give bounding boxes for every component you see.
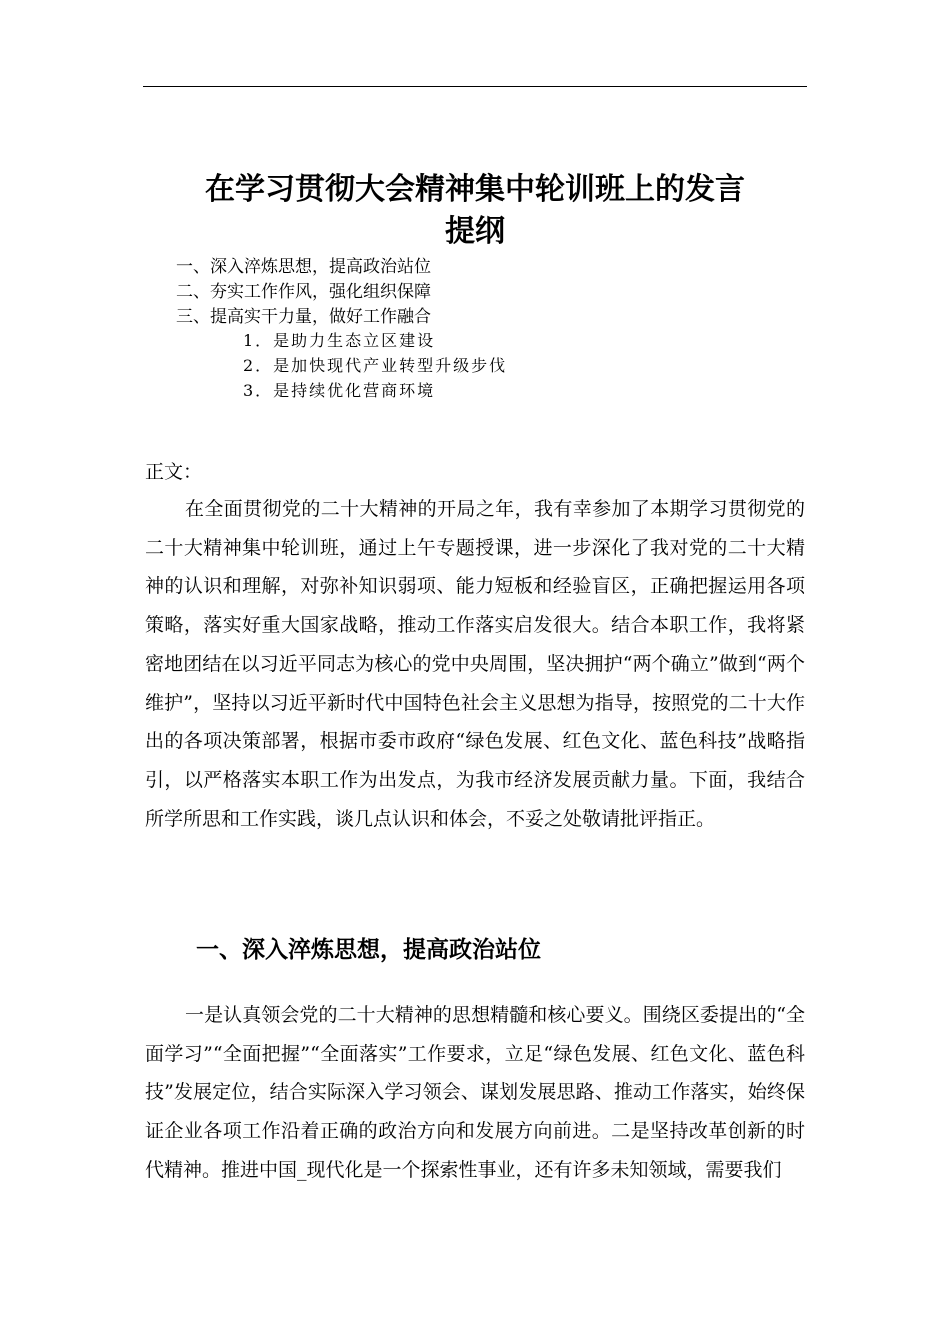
section-1-heading: 一、深入淬炼思想，提高政治站位 bbox=[196, 937, 541, 963]
intro-paragraph: 在全面贯彻党的二十大精神的开局之年，我有幸参加了本期学习贯彻党的二十大精神集中轮训班，通过上午专题授课，进一步深化了我对党的二十大精神的认识和理解，对弥补知识弱项、能力短板和经验盲区，正确把握运用各项策略，落实好重大国家战略，推动工作落实启发很大。结合本职工作，我将紧密地团结在以习近平同志为核心的党中央周围，坚决拥护“两个确立”做到“两个维护”，坚持以习近平新时代中国特色社会主义思想为指导，按照党的二十大作出的各项决策部署，根据市委市政府“绿色发展、红色文化、蓝色科技”战略指引，以严格落实本职工作为出发点，为我市经济发展贡献力量。下面，我结合所学所思和工作实践，谈几点认识和体会，不妥之处敬请批评指正。 bbox=[145, 498, 805, 830]
outline-subitem-3: 3．是持续优化营商环境 bbox=[243, 381, 436, 400]
section-1-paragraph: 一是认真领会党的二十大精神的思想精髓和核心要义。围绕区委提出的“全面学习”“全面把握”“全面落实”工作要求，立足“绿色发展、红色文化、蓝色科技”发展定位，结合实际深入学习领会、谋划发展思路、推动工作落实，始终保证企业各项工作沿着正确的政治方向和发展方向前进。二是坚持改革创新的时代精神。推进中国_现代化是一个探索性事业，还有许多未知领域，需要我们 bbox=[145, 1004, 805, 1181]
outline-subitem-1: 1．是助力生态立区建设 bbox=[243, 331, 436, 350]
body-label: 正文： bbox=[145, 461, 203, 483]
document-title-line-2: 提纲 bbox=[445, 214, 505, 249]
header-rule bbox=[143, 86, 807, 87]
outline-item-1: 一、深入淬炼思想，提高政治站位 bbox=[176, 257, 431, 277]
outline-item-2: 二、夯实工作作风，强化组织保障 bbox=[176, 282, 431, 302]
outline-subitem-2: 2．是加快现代产业转型升级步伐 bbox=[243, 356, 508, 375]
outline-item-3: 三、提高实干力量，做好工作融合 bbox=[176, 307, 431, 327]
document-title-line-1: 在学习贯彻大会精神集中轮训班上的发言 bbox=[205, 172, 745, 207]
